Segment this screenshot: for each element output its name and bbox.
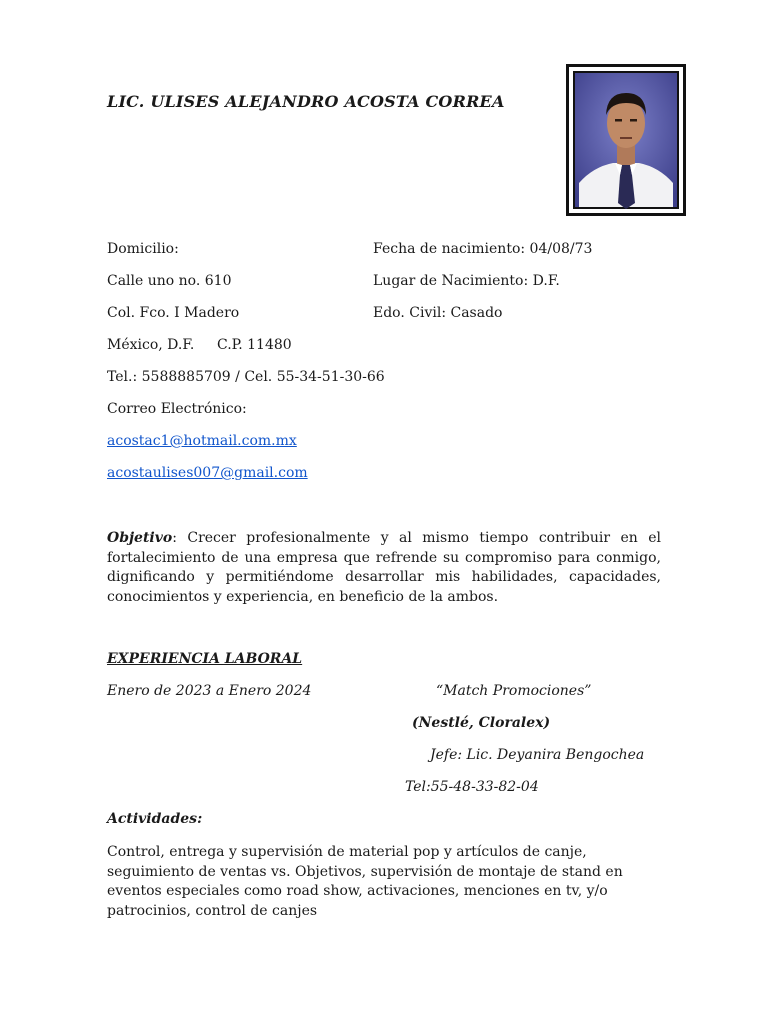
- email-label: Correo Electrónico:: [107, 401, 247, 417]
- portrait-photo-icon: [573, 71, 679, 209]
- phone-numbers: Tel.: 5588885709 / Cel. 55-34-51-30-66: [107, 369, 385, 385]
- activities-text: Control, entrega y supervisión de material pop y artículos de canje, seguimiento de ventas vs. Objetivos, supervisión de montaje de stand en eventos especiales como road show, activaciones, menciones en tv, y/o patrocinios, control de canjes: [107, 844, 623, 919]
- objective-label: Objetivo: [107, 530, 173, 546]
- birth-date: Fecha de nacimiento: 04/08/73: [373, 241, 593, 257]
- job-boss: Jefe: Lic. Deyanira Bengochea: [430, 747, 645, 763]
- activities-label: Actividades:: [107, 811, 203, 827]
- postal-code: C.P. 11480: [217, 337, 292, 353]
- street-address: Calle uno no. 610: [107, 273, 232, 289]
- colonia: Col. Fco. I Madero: [107, 305, 240, 321]
- job-phone: Tel:55-48-33-82-04: [405, 779, 539, 795]
- birth-place: Lugar de Nacimiento: D.F.: [373, 273, 560, 289]
- candidate-name: LIC. ULISES ALEJANDRO ACOSTA CORREA: [107, 92, 505, 111]
- company-name: “Match Promociones”: [436, 683, 592, 699]
- email-link-gmail[interactable]: acostaulises007@gmail.com: [107, 465, 308, 481]
- profile-photo: [566, 64, 686, 216]
- company-clients: (Nestlé, Cloralex): [412, 715, 551, 731]
- domicilio-label: Domicilio:: [107, 241, 179, 257]
- objective-text: : Crecer profesionalmente y al mismo tiempo contribuir en el fortalecimiento de una empresa que refrende su compromiso para conmigo, dignificando y permitiéndome desarrollar mis habilidades, capacidades, conocimientos y experiencia, en beneficio de la ambos.: [107, 530, 661, 605]
- city: México, D.F.: [107, 337, 195, 353]
- civil-status: Edo. Civil: Casado: [373, 305, 503, 321]
- email-link-hotmail[interactable]: acostac1@hotmail.com.mx: [107, 433, 297, 449]
- objective-paragraph: [107, 529, 661, 607]
- experience-title: EXPERIENCIA LABORAL: [107, 651, 303, 667]
- job-period: Enero de 2023 a Enero 2024: [107, 683, 312, 699]
